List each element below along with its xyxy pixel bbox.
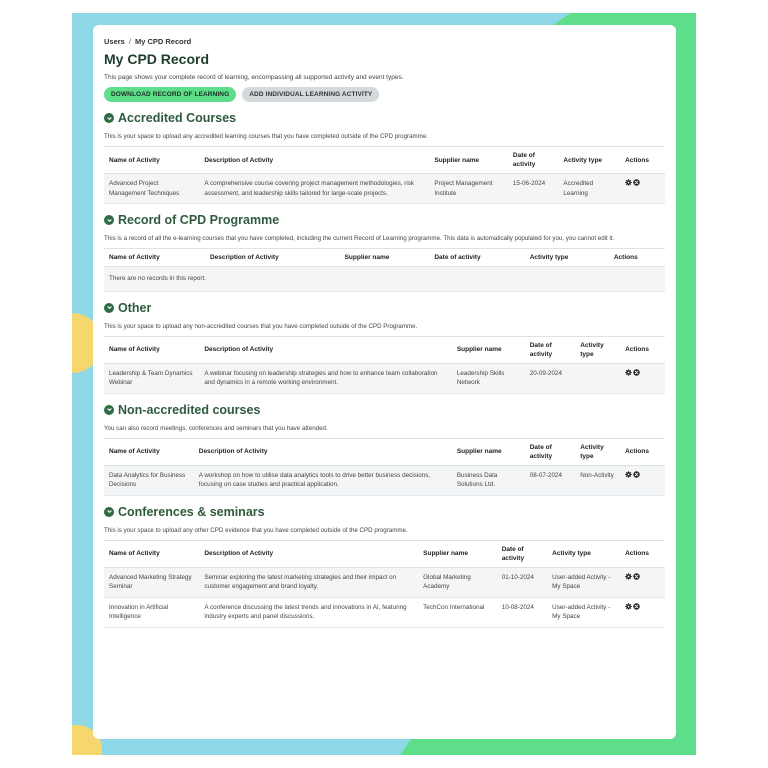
table-row: [104, 363, 665, 393]
action-buttons: [104, 87, 665, 102]
section-4: [104, 505, 665, 628]
column-header: Supplier name: [429, 147, 508, 174]
chevron-down-icon[interactable]: [104, 215, 114, 225]
table-row: [104, 174, 665, 204]
table-cell: TechCon International: [418, 597, 497, 627]
section-header[interactable]: [104, 403, 665, 417]
column-header: Date of activity: [497, 540, 547, 567]
table-row: [104, 597, 665, 627]
table-cell: User-added Activity - My Space: [547, 567, 620, 597]
add-learning-activity-button[interactable]: ADD INDIVIDUAL LEARNING ACTIVITY: [242, 87, 379, 102]
table-row: [104, 465, 665, 495]
activity-table: [104, 248, 665, 292]
delete-icon[interactable]: [633, 603, 640, 610]
section-3: [104, 403, 665, 496]
table-cell: Accredited Learning: [558, 174, 620, 204]
chevron-down-icon[interactable]: [104, 405, 114, 415]
edit-gear-icon[interactable]: [625, 179, 632, 186]
section-description: This is a record of all the e-learning courses that you have completed, including the current Record of Learning programme. This data is automatically populated for you, you cannot edit it.: [104, 235, 615, 242]
chevron-down-icon[interactable]: [104, 113, 114, 123]
content-card: [93, 25, 676, 739]
page-title: My CPD Record: [104, 51, 210, 67]
table-cell: User-added Activity - My Space: [547, 597, 620, 627]
activity-table: [104, 336, 665, 394]
edit-gear-icon[interactable]: [625, 603, 632, 610]
column-header: Description of Activity: [205, 249, 340, 267]
table-cell: Non-Activity: [575, 465, 620, 495]
column-header: Date of activity: [525, 438, 575, 465]
column-header: Name of Activity: [104, 249, 205, 267]
table-cell: Leadership Skills Network: [452, 363, 525, 393]
section-description: This is your space to upload any other CPD evidence that you have completed outside of the CPD programme.: [104, 526, 408, 534]
section-title: Non-accredited courses: [118, 402, 261, 417]
activity-table: [104, 146, 665, 204]
column-header: Description of Activity: [199, 336, 451, 363]
column-header: Activity type: [575, 336, 620, 363]
column-header: Activity type: [525, 249, 609, 267]
table-cell: A comprehensive course covering project management methodologies, risk assessment, and leadership skills tailored for large-scale projects.: [199, 174, 429, 204]
actions-cell: [620, 567, 665, 597]
edit-gear-icon[interactable]: [625, 573, 632, 580]
section-description: You can also record meetings, conferences and seminars that you have attended.: [104, 424, 328, 432]
column-header: Description of Activity: [199, 540, 418, 567]
section-title: Other: [118, 300, 152, 315]
column-header: Actions: [609, 249, 665, 267]
table-cell: Advanced Marketing Strategy Seminar: [104, 567, 199, 597]
table-cell: Leadership & Team Dynamics Webinar: [104, 363, 199, 393]
chevron-down-icon[interactable]: [104, 303, 114, 313]
actions-cell: [620, 465, 665, 495]
actions-cell: [620, 363, 665, 393]
column-header: Supplier name: [452, 438, 525, 465]
table-cell: 10-08-2024: [497, 597, 547, 627]
section-title: Record of CPD Programme: [118, 213, 280, 227]
table-cell: 15-06-2024: [508, 174, 558, 204]
column-header: Activity type: [547, 540, 620, 567]
activity-table: [104, 438, 665, 496]
section-title: Conferences & seminars: [118, 504, 265, 519]
section-header[interactable]: [104, 111, 665, 125]
column-header: Actions: [620, 540, 665, 567]
page-intro: This page shows your complete record of learning, encompassing all supported activity and event types.: [104, 74, 404, 81]
column-header: Name of Activity: [104, 147, 199, 174]
table-cell: Innovation in Artificial Intelligence: [104, 597, 199, 627]
section-1: [104, 213, 665, 292]
table-cell: Project Management Institute: [429, 174, 508, 204]
table-cell: Business Data Solutions Ltd.: [452, 465, 525, 495]
table-cell: Data Analytics for Business Decisions: [104, 465, 194, 495]
table-cell: A workshop on how to utilise data analytics tools to drive better business decisions, focusing on case studies and practical application.: [194, 465, 452, 495]
column-header: Description of Activity: [194, 438, 452, 465]
section-title: Accredited Courses: [118, 111, 237, 125]
table-cell: Global Marketing Academy: [418, 567, 497, 597]
column-header: Name of Activity: [104, 540, 199, 567]
column-header: Date of activity: [429, 249, 524, 267]
column-header: Supplier name: [418, 540, 497, 567]
empty-row: [104, 267, 665, 292]
section-description: This is your space to upload any accredited learning courses that you have completed outside of the CPD programme.: [104, 133, 428, 140]
empty-message: There are no records in this report.: [104, 267, 665, 292]
breadcrumb-users-link[interactable]: Users: [104, 37, 125, 46]
table-cell: Seminar exploring the latest marketing strategies and their impact on customer engagement and brand loyalty.: [199, 567, 418, 597]
section-2: [104, 301, 665, 394]
table-cell: A conference discussing the latest trends and innovations in AI, featuring industry experts and panel discussions.: [199, 597, 418, 627]
delete-icon[interactable]: [633, 179, 640, 186]
table-cell: A webinar focusing on leadership strategies and how to enhance team collaboration and dynamics in a remote working environment.: [199, 363, 451, 393]
table-cell: [575, 363, 620, 393]
section-description: This is your space to upload any non-accredited courses that you have completed outside of the CPD Programme.: [104, 322, 418, 330]
table-row: [104, 567, 665, 597]
edit-gear-icon[interactable]: [625, 471, 632, 478]
column-header: Actions: [620, 147, 665, 174]
table-cell: 20-09-2024: [525, 363, 575, 393]
activity-table: [104, 540, 665, 628]
actions-cell: [620, 597, 665, 627]
section-header[interactable]: [104, 505, 665, 519]
column-header: Supplier name: [340, 249, 430, 267]
column-header: Name of Activity: [104, 336, 199, 363]
column-header: Activity type: [558, 147, 620, 174]
table-cell: 08-07-2024: [525, 465, 575, 495]
column-header: Name of Activity: [104, 438, 194, 465]
column-header: Description of Activity: [199, 147, 429, 174]
column-header: Actions: [620, 438, 665, 465]
breadcrumb-current: My CPD Record: [134, 37, 192, 46]
column-header: Activity type: [575, 438, 620, 465]
delete-icon[interactable]: [633, 471, 640, 478]
delete-icon[interactable]: [633, 369, 640, 376]
section-header[interactable]: [104, 301, 665, 315]
section-0: [104, 111, 665, 204]
delete-icon[interactable]: [633, 573, 640, 580]
table-cell: 01-10-2024: [497, 567, 547, 597]
section-header[interactable]: [104, 213, 665, 227]
download-record-button[interactable]: DOWNLOAD RECORD OF LEARNING: [104, 87, 236, 102]
breadcrumb: [104, 37, 665, 46]
column-header: Date of activity: [508, 147, 558, 174]
column-header: Actions: [620, 336, 665, 363]
breadcrumb-separator: /: [128, 37, 131, 46]
edit-gear-icon[interactable]: [625, 369, 632, 376]
chevron-down-icon[interactable]: [104, 507, 114, 517]
sections-container: [104, 111, 665, 628]
column-header: Date of activity: [525, 336, 575, 363]
actions-cell: [620, 174, 665, 204]
column-header: Supplier name: [452, 336, 525, 363]
table-cell: Advanced Project Management Techniques: [104, 174, 199, 204]
